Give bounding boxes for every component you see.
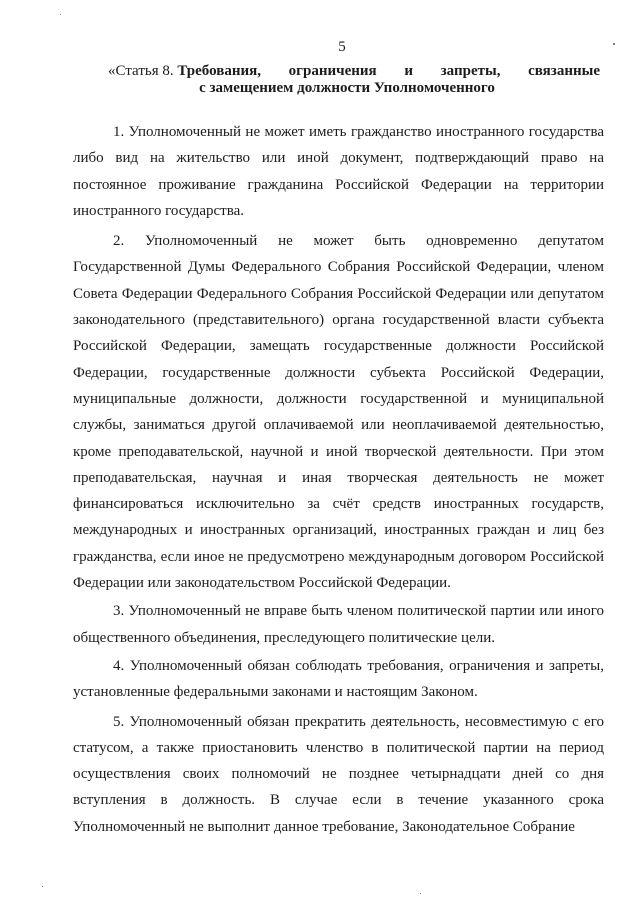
- paragraph-1: 1. Уполномоченный не может иметь гражданство иностранного государства либо вид на жительство или иной документ, подтверждающий право на постоянное проживание гражданина Российской Федерации на территории иностранного государства.: [73, 124, 604, 219]
- paragraph-4: 4. Уполномоченный обязан соблюдать требования, ограничения и запреты, установленные федеральными законами и настоящим Законом.: [73, 657, 604, 701]
- article-title-word: связанные: [528, 63, 600, 79]
- article-heading-line1: [108, 63, 600, 80]
- page-number: 5: [338, 39, 346, 55]
- article-heading-lead: [108, 63, 261, 80]
- paragraph-5: 5. Уполномоченный обязан прекратить деятельность, несовместимую с его статусом, а также приостановить членство в политической партии на период осуществления своих полномочий не позднее четырнадцати дней со дня вступления в должность. В случае если в течение указанного срока Уполномоченный не выполнит данное требование, Законодательное Собрание: [73, 713, 604, 835]
- article-title-word: Требования,: [177, 63, 261, 79]
- scan-speck: [60, 14, 61, 15]
- article-prefix: «Статья 8.: [108, 63, 174, 79]
- article-title-word: ограничения: [288, 63, 377, 79]
- article-heading: [108, 63, 600, 97]
- article-title-line2: с замещением должности Уполномоченного: [199, 80, 495, 96]
- article-title-word: запреты,: [440, 63, 501, 79]
- paragraph-3: 3. Уполномоченный не вправе быть членом политической партии или иного общественного объединения, преследующего политические цели.: [73, 603, 604, 646]
- scan-speck: [42, 886, 43, 887]
- scan-speck: [420, 893, 421, 894]
- article-title-word: и: [404, 63, 413, 79]
- paragraph-2: 2. Уполномоченный не может быть одновременно депутатом Государственной Думы Федерального Собрания Российской Федерации, членом Совета Федерации Федерального Собрания Российской Федерации или депутатом законодательного (представительного) органа государственной власти субъекта Российской Федерации, замещать государственные должности Российской Федерации, государственные должности субъекта Российской Федерации, муниципальные должности, должности государственной и муниципальной службы, заниматься другой оплачиваемой или неоплачиваемой деятельностью, кроме преподавательской, научной и иной творческой деятельности. При этом преподавательская, научная и иная творческая деятельность не может финансироваться исключительно за счёт средств иностранных государств, международных и иностранных организаций, иностранных граждан и лиц без гражданства, если иное не предусмотрено международным договором Российской Федерации или законодательством Российской Федерации.: [73, 233, 604, 592]
- article-body: [73, 119, 604, 841]
